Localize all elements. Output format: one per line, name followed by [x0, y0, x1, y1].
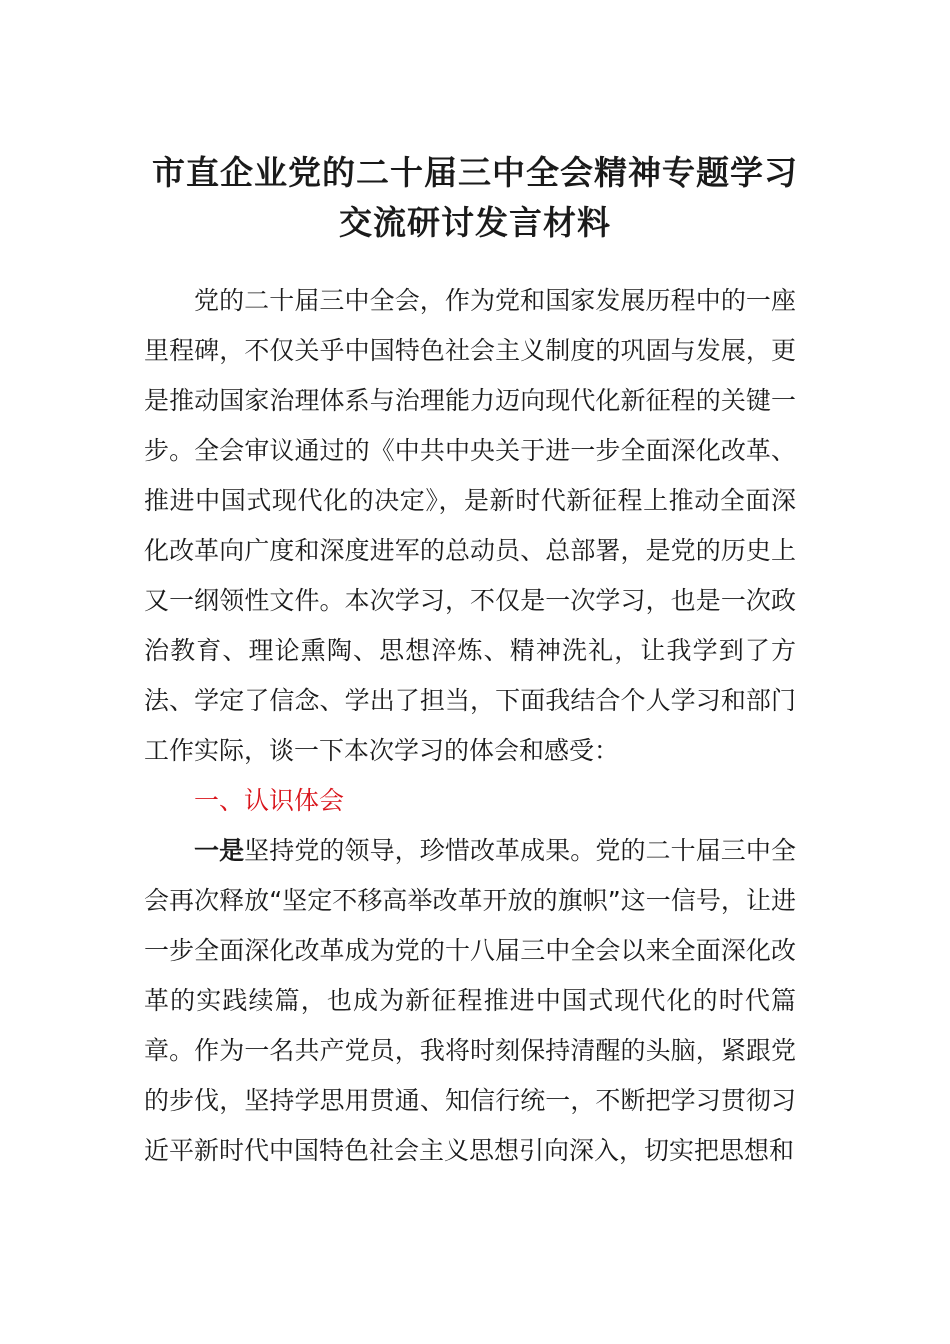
document-title: [120, 148, 830, 248]
section-heading: 一、认识体会: [194, 786, 345, 815]
intro-paragraph: 党的二十届三中全会，作为党和国家发展历程中的一座里程碑，不仅关乎中国特色社会主义制度的巩固与发展，更是推动国家治理体系与治理能力迈向现代化新征程的关键一步。全会审议通过的《中共中央关于进一步全面深化改革、推进中国式现代化的决定》，是新时代新征程上推动全面深化改革向广度和深度进军的总动员、总部署，是党的历史上又一纲领性文件。本次学习，不仅是一次学习，也是一次政治教育、理论熏陶、思想淬炼、精神洗礼，让我学到了方法、学定了信念、学出了担当，下面我结合个人学习和部门工作实际，谈一下本次学习的体会和感受：: [144, 286, 796, 765]
point-text: 坚持党的领导，珍惜改革成果。党的二十届三中全会再次释放“坚定不移高举改革开放的旗帜”这一信号，让进一步全面深化改革成为党的十八届三中全会以来全面深化改革的实践续篇，也成为新征程推进中国式现代化的时代篇章。作为一名共产党员，我将时刻保持清醒的头脑，紧跟党的步伐，坚持学思用贯通、知信行统一，不断把学习贯彻习近平新时代中国特色社会主义思想引向深入，切实把思想和: [144, 836, 796, 1165]
point-lead: 一是: [194, 836, 245, 865]
document-body: [144, 276, 796, 1176]
title-line-2: 交流研讨发言材料: [339, 203, 611, 242]
title-line-1: 市直企业党的二十届三中全会精神专题学习: [152, 153, 798, 192]
point-paragraph: [144, 826, 796, 1176]
